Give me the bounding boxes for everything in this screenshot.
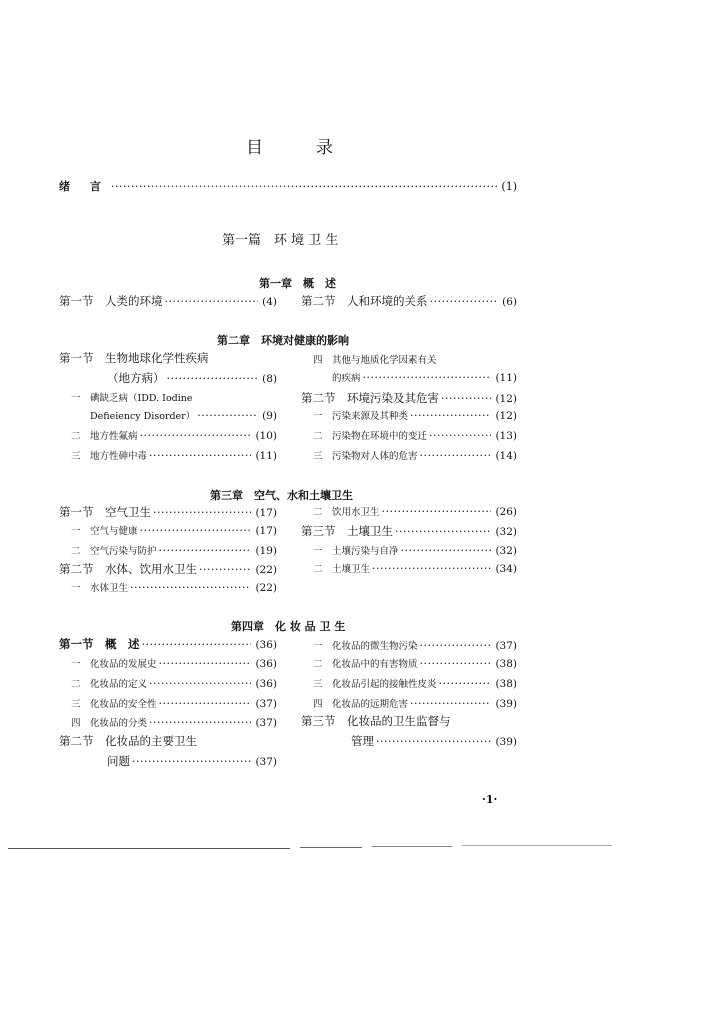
- leader-dots: [132, 755, 251, 768]
- title-char-2: 录: [316, 138, 333, 158]
- toc-entry[interactable]: [59, 636, 277, 654]
- toc-entry-label: 一 污染来源及其种类: [313, 411, 409, 422]
- toc-entry[interactable]: [71, 580, 277, 598]
- leader-dots: [140, 524, 252, 537]
- leader-dots: [149, 716, 251, 729]
- toc-entry[interactable]: [107, 370, 277, 388]
- toc-entry[interactable]: [59, 293, 277, 311]
- toc-entry-label: （地方病）: [107, 371, 165, 385]
- toc-entry[interactable]: [332, 370, 517, 388]
- toc-entry-label: 第一节 空气卫生: [59, 505, 151, 519]
- toc-entry-page: (19): [255, 545, 277, 557]
- leader-dots: [149, 677, 251, 690]
- part-title: 第一篇 环 境 卫 生: [222, 233, 339, 248]
- toc-entry-label: 第三节 土壤卫生: [301, 524, 393, 538]
- toc-entry[interactable]: [71, 543, 277, 561]
- toc-entry[interactable]: [313, 638, 517, 656]
- toc-entry[interactable]: [313, 448, 517, 466]
- leader-dots: [159, 544, 252, 557]
- toc-entry-page: (36): [255, 658, 277, 670]
- title-char-1: 目: [246, 138, 263, 158]
- toc-entry-page: (36): [255, 639, 277, 651]
- toc-entry[interactable]: [71, 696, 277, 714]
- toc-entry-page: (38): [495, 678, 517, 690]
- toc-entry-page: (12): [495, 393, 517, 405]
- leader-dots: [159, 697, 252, 710]
- toc-entry[interactable]: [313, 656, 517, 674]
- leader-dots: [111, 180, 500, 193]
- toc-entry-label: 第二节 人和环境的关系: [301, 294, 428, 308]
- toc-entry-label: 第一节 生物地球化学性疾病: [59, 351, 209, 365]
- leader-dots: [363, 371, 492, 384]
- toc-entry-label: 二 化妆品的定义: [71, 679, 148, 690]
- toc-entry-label: 第三节 化妆品的卫生监督与: [301, 714, 451, 728]
- toc-entry-label: 的疾病: [332, 373, 361, 384]
- leader-dots: [430, 295, 499, 308]
- scan-divider-line: [8, 848, 290, 849]
- toc-entry-label: 第一节 概 述: [59, 637, 140, 651]
- leader-dots: [140, 429, 252, 442]
- toc-entry[interactable]: [301, 713, 517, 731]
- chapter-title: 第四章 化 妆 品 卫 生: [231, 620, 346, 633]
- toc-entry[interactable]: [71, 523, 277, 541]
- leader-dots: [420, 639, 492, 652]
- leader-dots: [372, 562, 491, 575]
- toc-entry[interactable]: [71, 715, 277, 733]
- toc-entry-page: (37): [255, 756, 277, 768]
- toc-entry-page: (32): [495, 545, 517, 557]
- toc-entry-label: 一 土壤污染与自净: [313, 546, 399, 557]
- toc-entry-page: (37): [255, 717, 277, 729]
- toc-entry-label: 四 化妆品的分类: [71, 718, 148, 729]
- toc-entry-label: 第一节 人类的环境: [59, 294, 163, 308]
- toc-entry-page: (14): [495, 450, 517, 462]
- chapter-title: 第一章 概 述: [259, 277, 336, 290]
- toc-entry-label: 管理: [351, 734, 374, 748]
- toc-entry-label: 二 土壤卫生: [313, 564, 371, 575]
- toc-entry-page: (22): [255, 564, 277, 576]
- toc-entry-label: 三 地方性砷中毒: [71, 451, 148, 462]
- scan-divider-line: [300, 847, 362, 848]
- toc-entry-label: 绪 言: [59, 180, 109, 193]
- leader-dots: [441, 392, 491, 405]
- toc-entry[interactable]: [313, 561, 517, 579]
- toc-entry[interactable]: [313, 408, 517, 426]
- toc-entry-label: 三 化妆品引起的接触性皮炎: [313, 679, 437, 690]
- toc-entry-label: 二 污染物在环境中的变迁: [313, 431, 428, 442]
- leader-dots: [410, 409, 491, 422]
- toc-entry-page: (37): [495, 640, 517, 652]
- toc-entry[interactable]: [71, 428, 277, 446]
- leader-dots: [130, 581, 251, 594]
- toc-entry[interactable]: [313, 504, 517, 522]
- leader-dots: [429, 429, 491, 442]
- toc-entry-page: (4): [262, 296, 277, 308]
- toc-entry[interactable]: [313, 696, 517, 714]
- leader-dots: [153, 506, 251, 519]
- toc-entry[interactable]: [313, 428, 517, 446]
- leader-dots: [199, 563, 251, 576]
- toc-entry-label: 第二节 环境污染及其危害: [301, 391, 439, 405]
- toc-entry-page: (11): [255, 450, 277, 462]
- toc-entry-preface[interactable]: [59, 178, 517, 196]
- leader-dots: [159, 657, 252, 670]
- toc-entry-page: (37): [255, 698, 277, 710]
- leader-dots: [395, 525, 491, 538]
- toc-entry-label: 第二节 水体、饮用水卫生: [59, 562, 197, 576]
- toc-entry-page: (26): [495, 506, 517, 518]
- toc-entry-page: (22): [255, 582, 277, 594]
- leader-dots: [165, 295, 259, 308]
- toc-entry[interactable]: [71, 656, 277, 674]
- toc-entry[interactable]: [71, 676, 277, 694]
- toc-entry-page: (17): [255, 507, 277, 519]
- toc-entry-page: (11): [495, 372, 517, 384]
- toc-entry-page: (9): [262, 410, 277, 422]
- chapter-title: 第二章 环境对健康的影响: [217, 334, 349, 347]
- page-number: ·1·: [482, 793, 498, 806]
- leader-dots: [382, 505, 492, 518]
- leader-dots: [410, 697, 491, 710]
- toc-entry-page: (13): [495, 430, 517, 442]
- leader-dots: [142, 638, 252, 651]
- toc-entry[interactable]: [59, 733, 277, 751]
- toc-entry-label: 二 饮用水卫生: [313, 507, 380, 518]
- chapter-title: 第三章 空气、水和土壤卫生: [210, 489, 353, 502]
- leader-dots: [149, 449, 251, 462]
- toc-entry[interactable]: [313, 352, 517, 370]
- toc-entry[interactable]: [59, 504, 277, 522]
- toc-entry-page: (17): [255, 525, 277, 537]
- toc-entry-page: (12): [495, 410, 517, 422]
- leader-dots: [420, 657, 492, 670]
- leader-dots: [401, 544, 492, 557]
- leader-dots: [420, 449, 492, 462]
- toc-entry-label: 一 空气与健康: [71, 526, 138, 537]
- toc-entry-page: (1): [501, 180, 517, 193]
- toc-entry-label: 问题: [107, 754, 130, 768]
- toc-entry-page: (6): [502, 296, 517, 308]
- toc-entry-label: 三 污染物对人体的危害: [313, 451, 418, 462]
- toc-entry-label: Defieiency Disorder）: [90, 411, 196, 422]
- toc-entry-page: (39): [495, 736, 517, 748]
- toc-entry[interactable]: [313, 676, 517, 694]
- toc-entry[interactable]: [301, 523, 517, 541]
- toc-entry-label: 四 其他与地质化学因素有关: [313, 355, 437, 366]
- scan-divider-line: [462, 845, 612, 846]
- leader-dots: [376, 735, 491, 748]
- toc-entry[interactable]: [59, 350, 277, 368]
- toc-entry-page: (8): [262, 373, 277, 385]
- toc-entry-label: 二 地方性氟病: [71, 431, 138, 442]
- toc-entry-label: 一 化妆品的发展史: [71, 659, 157, 670]
- toc-entry-label: 一 碘缺乏病（IDD. Iodine: [71, 393, 193, 404]
- toc-entry-label: 三 化妆品的安全性: [71, 699, 157, 710]
- toc-entry[interactable]: [90, 408, 277, 426]
- toc-entry[interactable]: [301, 390, 517, 408]
- scan-divider-line: [372, 846, 452, 847]
- toc-entry-page: (10): [255, 430, 277, 442]
- leader-dots: [197, 409, 258, 422]
- toc-entry-page: (39): [495, 698, 517, 710]
- toc-entry-label: 二 化妆品中的有害物质: [313, 659, 418, 670]
- toc-entry[interactable]: [313, 543, 517, 561]
- toc-entry[interactable]: [59, 561, 277, 579]
- toc-entry-page: (32): [495, 526, 517, 538]
- toc-entry-label: 第二节 化妆品的主要卫生: [59, 734, 197, 748]
- toc-entry-page: (34): [495, 563, 517, 575]
- toc-entry-page: (38): [495, 658, 517, 670]
- toc-entry-page: (36): [255, 678, 277, 690]
- leader-dots: [167, 372, 259, 385]
- toc-entry[interactable]: [71, 448, 277, 466]
- toc-entry-label: 一 化妆品的微生物污染: [313, 641, 418, 652]
- toc-entry-label: 二 空气污染与防护: [71, 546, 157, 557]
- toc-entry[interactable]: [71, 390, 277, 408]
- leader-dots: [439, 677, 492, 690]
- toc-entry[interactable]: [107, 753, 277, 771]
- toc-entry-label: 四 化妆品的远期危害: [313, 699, 409, 710]
- toc-entry[interactable]: [351, 733, 517, 751]
- toc-entry-label: 一 水体卫生: [71, 583, 129, 594]
- toc-entry[interactable]: [301, 293, 517, 311]
